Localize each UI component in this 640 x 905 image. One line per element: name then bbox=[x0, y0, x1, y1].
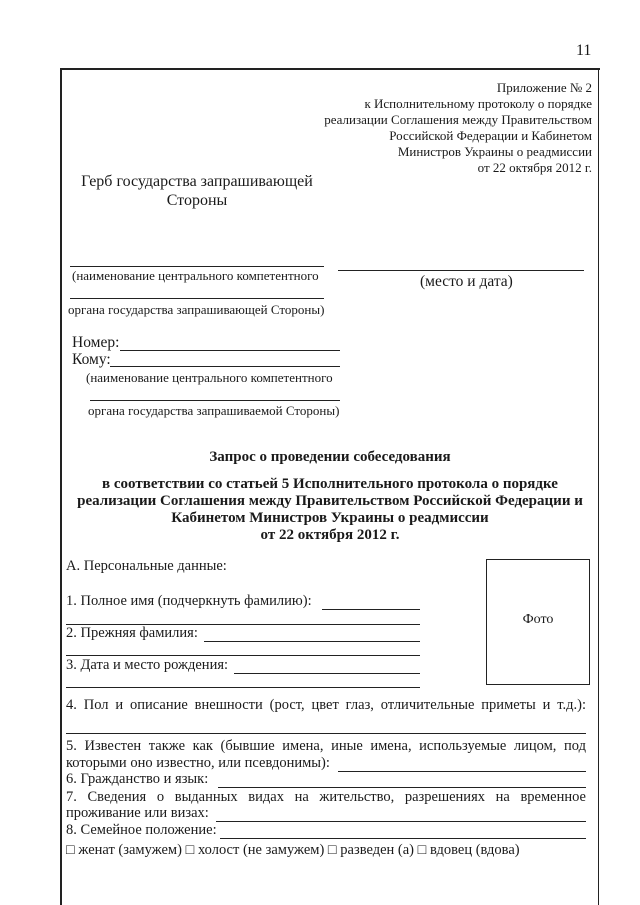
field-citizenship-label: 6. Гражданство и язык: bbox=[66, 771, 209, 787]
coat-of-arms-line: Герб государства запрашивающей bbox=[81, 173, 313, 190]
title-subline: реализации Соглашения между Правительством Российской Федерации и bbox=[77, 493, 583, 509]
appendix-line: реализации Соглашения между Правительством bbox=[324, 112, 592, 127]
appendix-line: Приложение № 2 bbox=[496, 80, 592, 95]
field-aliases-label: 5. Известен также как (бывшие имена, иные имена, используемые лицом, под bbox=[66, 738, 586, 754]
title-subline: от 22 октября 2012 г. bbox=[260, 527, 400, 543]
appendix-line: Российской Федерации и Кабинетом bbox=[389, 128, 592, 143]
requested-authority-caption-2: органа государства запрашиваемой Стороны) bbox=[88, 403, 340, 418]
requesting-authority-caption: (наименование центрального компетентного bbox=[72, 268, 319, 283]
document-title: Запрос о проведении собеседования bbox=[209, 449, 451, 465]
field-full-name-line bbox=[322, 609, 420, 610]
coat-of-arms-line: Стороны bbox=[166, 192, 228, 209]
checkbox-icon[interactable]: □ bbox=[66, 842, 75, 858]
appendix-line: к Исполнительному протоколу о порядке bbox=[364, 96, 592, 111]
place-date-line bbox=[338, 270, 584, 271]
requesting-authority-caption-2: органа государства запрашивающей Стороны) bbox=[68, 302, 325, 317]
field-marital-label: 8. Семейное положение: bbox=[66, 822, 217, 838]
place-date-caption: (место и дата) bbox=[420, 273, 513, 290]
page-number: 11 bbox=[576, 42, 592, 59]
field-appearance-line bbox=[66, 733, 586, 734]
requested-authority-line bbox=[90, 400, 340, 401]
frame-top-border bbox=[60, 68, 600, 70]
photo-box bbox=[486, 559, 590, 685]
field-former-surname-line-2 bbox=[66, 655, 420, 656]
coat-of-arms-caption bbox=[78, 172, 316, 210]
field-permits-line bbox=[216, 821, 586, 822]
photo-label: Фото bbox=[522, 612, 554, 627]
field-appearance-label: 4. Пол и описание внешности (рост, цвет глаз, отличительные приметы и т.д.): bbox=[66, 697, 586, 713]
field-permits-label-2: проживание или визах: bbox=[66, 805, 209, 821]
field-birth-line bbox=[234, 673, 420, 674]
field-full-name-label: 1. Полное имя (подчеркнуть фамилию): bbox=[66, 593, 312, 609]
requested-authority-caption: (наименование центрального компетентного bbox=[86, 370, 333, 385]
field-birth-label: 3. Дата и место рождения: bbox=[66, 657, 229, 673]
number-label: Номер: bbox=[72, 334, 120, 351]
field-aliases-line bbox=[338, 771, 586, 772]
checkbox-icon[interactable]: □ bbox=[417, 842, 427, 858]
to-label: Кому: bbox=[72, 351, 111, 368]
requesting-authority-line-2 bbox=[70, 298, 324, 299]
title-subline: Кабинетом Министров Украины о реадмиссии bbox=[171, 510, 489, 526]
option-divorced: разведен (а) bbox=[340, 842, 415, 858]
field-former-surname-label: 2. Прежняя фамилия: bbox=[66, 625, 198, 641]
option-married: женат (замужем) bbox=[78, 842, 182, 858]
option-widowed: вдовец (вдова) bbox=[430, 842, 520, 858]
requesting-authority-line bbox=[70, 266, 324, 267]
option-single: холост (не замужем) bbox=[197, 842, 325, 858]
field-citizenship-line bbox=[218, 787, 586, 788]
title-subline: в соответствии со статьей 5 Исполнительного протокола о порядке bbox=[102, 476, 558, 492]
field-permits-label: 7. Сведения о выданных видах на жительство, разрешениях на временное bbox=[66, 789, 586, 805]
appendix-line: от 22 октября 2012 г. bbox=[477, 160, 592, 175]
checkbox-icon[interactable]: □ bbox=[327, 842, 337, 858]
field-birth-line-2 bbox=[66, 687, 420, 688]
number-line bbox=[120, 350, 340, 351]
field-marital-line bbox=[220, 838, 586, 839]
appendix-header bbox=[300, 80, 592, 176]
appendix-line: Министров Украины о реадмиссии bbox=[397, 144, 592, 159]
checkbox-icon[interactable]: □ bbox=[185, 842, 195, 858]
to-line bbox=[110, 366, 340, 367]
field-aliases-label-2: которыми оно известно, или псевдонимы): bbox=[66, 755, 330, 771]
marital-options bbox=[66, 842, 520, 859]
section-a-heading: А. Персональные данные: bbox=[66, 558, 227, 574]
field-former-surname-line bbox=[204, 641, 420, 642]
